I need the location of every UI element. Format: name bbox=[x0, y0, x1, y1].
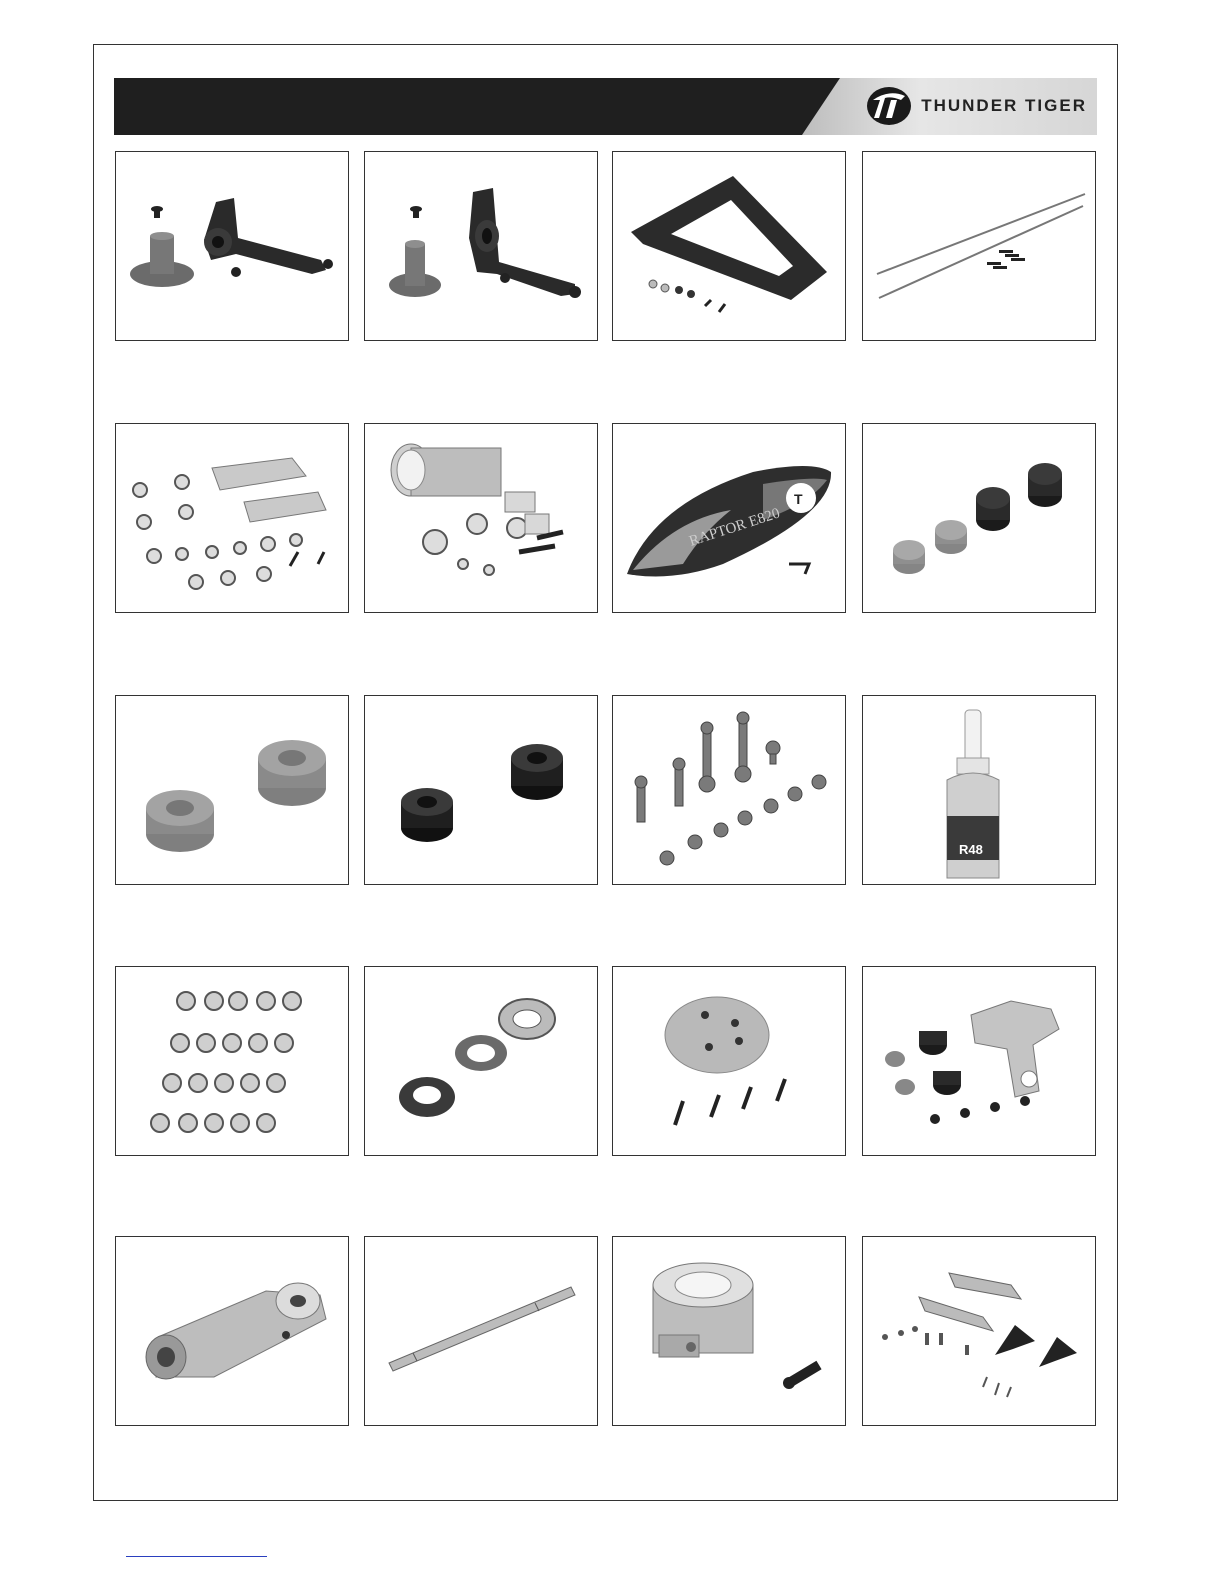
thunder-tiger-logo-icon bbox=[865, 85, 913, 127]
part-tile bbox=[364, 423, 598, 613]
svg-text:T: T bbox=[794, 491, 803, 507]
part-tile bbox=[862, 695, 1096, 885]
collar-icon bbox=[613, 1237, 845, 1425]
spindle-shaft-icon bbox=[365, 1237, 597, 1425]
part-tile bbox=[364, 966, 598, 1156]
tail-gearbox-housing-icon bbox=[365, 424, 597, 612]
part-tile bbox=[115, 423, 349, 613]
black-damper-rubbers-icon bbox=[365, 696, 597, 884]
part-tile bbox=[862, 1236, 1096, 1426]
canopy-decal: RAPTOR E820 bbox=[687, 505, 782, 550]
threadlocker-bottle-icon bbox=[863, 696, 1095, 884]
brand-logo bbox=[865, 84, 1087, 128]
damper-rubber-set-icon bbox=[863, 424, 1095, 612]
tail-blade-holder-set-icon bbox=[116, 424, 348, 612]
part-tile bbox=[364, 1236, 598, 1426]
tail-pitch-lever-set-icon bbox=[863, 1237, 1095, 1425]
header-banner bbox=[114, 78, 1097, 135]
part-tile bbox=[862, 966, 1096, 1156]
part-tile bbox=[862, 423, 1096, 613]
bottle-label: R48 bbox=[959, 842, 983, 857]
fan-hub-plate-icon bbox=[613, 967, 845, 1155]
part-tile bbox=[115, 966, 349, 1156]
canopy-icon bbox=[613, 424, 845, 612]
lock-nuts-icon bbox=[116, 967, 348, 1155]
control-rods-icon bbox=[863, 152, 1095, 340]
blade-grip-icon bbox=[116, 1237, 348, 1425]
carbon-frame-plate-icon bbox=[613, 152, 845, 340]
head-block-set-icon bbox=[863, 967, 1095, 1155]
part-tile bbox=[364, 695, 598, 885]
tail-case-bracket-icon bbox=[116, 152, 348, 340]
part-tile bbox=[115, 695, 349, 885]
ball-link-set-icon bbox=[613, 696, 845, 884]
part-tile bbox=[612, 966, 846, 1156]
part-tile bbox=[115, 1236, 349, 1426]
tail-case-bracket-alt-icon bbox=[365, 152, 597, 340]
part-tile bbox=[612, 1236, 846, 1426]
part-tile bbox=[364, 151, 598, 341]
grey-damper-rubbers-icon bbox=[116, 696, 348, 884]
part-tile bbox=[612, 151, 846, 341]
part-tile bbox=[612, 423, 846, 613]
part-tile bbox=[115, 151, 349, 341]
part-tile bbox=[612, 695, 846, 885]
thrust-bearing-icon bbox=[365, 967, 597, 1155]
footer-link[interactable] bbox=[126, 1556, 267, 1557]
brand-name: THUNDER TIGER bbox=[921, 96, 1087, 115]
part-tile bbox=[862, 151, 1096, 341]
